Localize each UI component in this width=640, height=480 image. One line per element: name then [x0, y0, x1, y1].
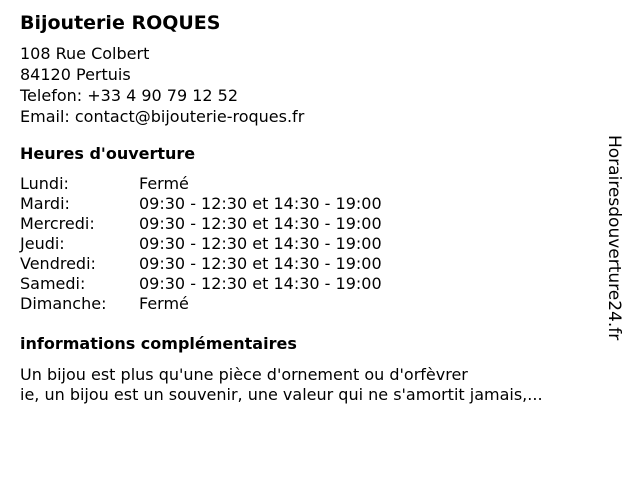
day-label: Jeudi:: [20, 234, 65, 253]
time-value: 09:30 - 12:30 et 14:30 - 19:00: [139, 274, 382, 293]
hours-heading: Heures d'ouverture: [20, 144, 196, 163]
info-line: ie, un bijou est un souvenir, une valeur qui ne s'amortit jamais,...: [20, 385, 543, 404]
day-label: Samedi:: [20, 274, 86, 293]
day-label: Lundi:: [20, 174, 69, 193]
business-name: Bijouterie ROQUES: [20, 12, 221, 34]
info-description: [20, 365, 543, 405]
time-value: Fermé: [139, 294, 189, 313]
time-value: 09:30 - 12:30 et 14:30 - 19:00: [139, 234, 382, 253]
time-value: 09:30 - 12:30 et 14:30 - 19:00: [139, 194, 382, 213]
time-value: 09:30 - 12:30 et 14:30 - 19:00: [139, 254, 382, 273]
contact-block: [20, 43, 304, 127]
day-label: Mercredi:: [20, 214, 95, 233]
day-label: Dimanche:: [20, 294, 107, 313]
time-value: Fermé: [139, 174, 189, 193]
time-value: 09:30 - 12:30 et 14:30 - 19:00: [139, 214, 382, 233]
address-street: 108 Rue Colbert: [20, 44, 150, 63]
phone-number: Telefon: +33 4 90 79 12 52: [20, 86, 239, 105]
address-city: 84120 Pertuis: [20, 65, 131, 84]
day-label: Vendredi:: [20, 254, 96, 273]
day-label: Mardi:: [20, 194, 70, 213]
info-line: Un bijou est plus qu'une pièce d'ornement ou d'orfèvrer: [20, 365, 468, 384]
info-heading: informations complémentaires: [20, 334, 297, 353]
site-watermark: Horairesdouverture24.fr: [604, 135, 624, 341]
email-address: Email: contact@bijouterie-roques.fr: [20, 107, 305, 126]
